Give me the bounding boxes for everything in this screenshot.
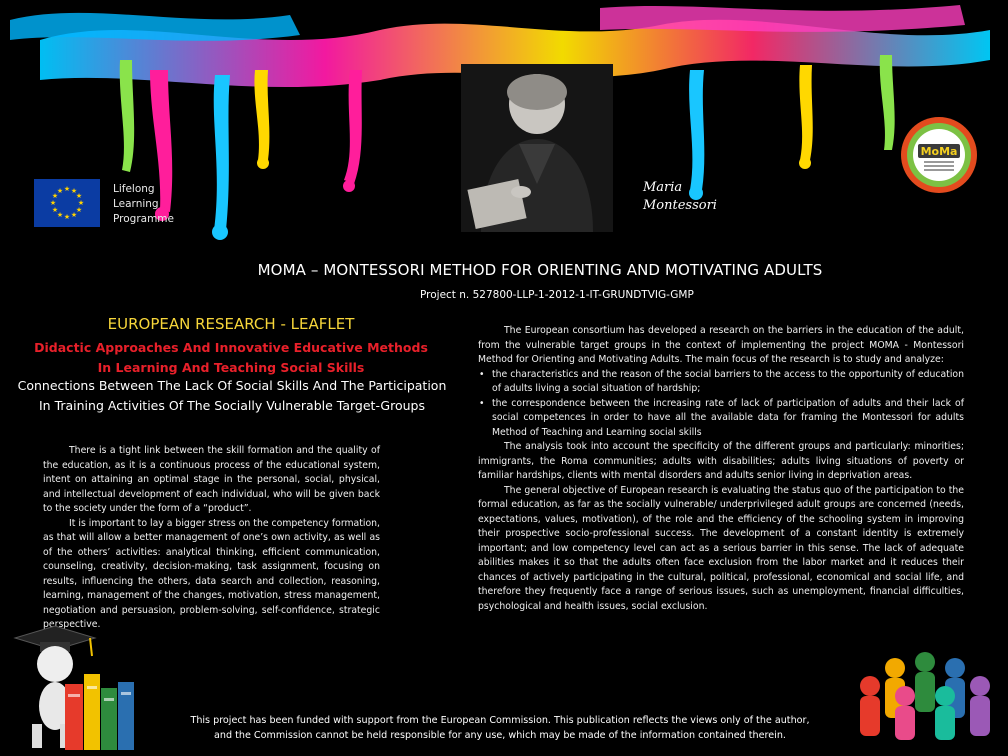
svg-text:★: ★: [75, 206, 83, 214]
list-item: • the characteristics and the reason of the social barriers to the access to the opportunity of education of adults living a social situation of hardship;: [492, 368, 964, 397]
footer-disclaimer: [180, 714, 820, 743]
people-circle-illustration: [850, 646, 1000, 742]
svg-text:★: ★: [56, 187, 64, 195]
list-item: • the correspondence between the increasing rate of lack of participation of adults and their lack of social competences in order to have all the available data for framing the Montessori for adults Method of Teaching and Learning social skills: [492, 397, 964, 441]
svg-text:MoMa: MoMa: [920, 145, 958, 158]
intro-paragraph: The European consortium has developed a research on the barriers in the education of the adult, from the vulnerable target groups in the context of implementing the project MOMA - Montessori Method for Orienting and Motivating Adults. The main focus of the research is to study and analyze:: [478, 325, 964, 365]
connections-subtitle: [6, 376, 458, 415]
portrait-caption-line: Montessori: [643, 198, 717, 213]
svg-text:★: ★: [49, 199, 57, 207]
research-focus-list: [478, 368, 964, 441]
svg-text:★: ★: [51, 206, 59, 214]
svg-text:★: ★: [70, 211, 78, 219]
portrait-photo: [461, 64, 613, 232]
connections-line: Connections Between The Lack Of Social Skills And The Participation: [17, 378, 447, 393]
didactic-line: In Learning And Teaching Social Skills: [97, 360, 365, 375]
connections-line: In Training Activities Of The Socially Vulnerable Target-Groups: [38, 397, 425, 413]
moma-logo: [900, 116, 978, 194]
eu-flag-icon: [34, 179, 100, 227]
graduate-books-illustration: [10, 624, 145, 752]
portrait-caption: [643, 179, 753, 215]
main-title-text: MOMA – MONTESSORI METHOD FOR ORIENTING AND MOTIVATING ADULTS: [257, 261, 823, 279]
left-body-text: [43, 444, 380, 633]
didactic-subtitle: [0, 338, 462, 378]
portrait-caption-line: Maria: [643, 180, 683, 195]
svg-text:★: ★: [56, 211, 64, 219]
right-body-text: [478, 324, 964, 614]
project-number: Project n. 527800-LLP-1-2012-1-IT-GRUNDTVIG-GMP: [420, 289, 694, 301]
didactic-line: Didactic Approaches And Innovative Educative Methods: [34, 340, 428, 355]
llp-line: Lifelong: [113, 183, 155, 195]
svg-text:★: ★: [63, 213, 71, 221]
main-title: [0, 261, 1008, 279]
llp-line: Learning: [113, 198, 159, 210]
svg-text:★: ★: [70, 187, 78, 195]
body-paragraph: It is important to lay a bigger stress on the competency formation, as that will allow a better management of one’s own activity, as well as of the others’ activities: analytical thinking, efficient communication, counseling, creativity, decision-making, task assignment, focusing on results, influencing the others, data search and collection, reasoning, learning, management of the changes, motivation, stress management, negotiation and persuasion, problem-solving, self-confidence, strategic perspective.: [43, 517, 380, 630]
svg-text:★: ★: [75, 192, 83, 200]
svg-text:★: ★: [63, 185, 71, 193]
leaflet-title: EUROPEAN RESEARCH - LEAFLET: [107, 315, 355, 333]
objective-paragraph: The general objective of European research is evaluating the status quo of the participation to the formal education, as far as the socially vulnerable/ underprivileged adult groups are concerned (needs, expectations, values, motivation), of the role and the efficiency of the schooling system in improving their prospective socio-professional success. The development of a constant identity is extremely important; and low competency level can act as a serious barrier in this sense. The lack of adequate abilities makes it so that the adults often face exclusion from the labor market and it reduces their chances of actively participating in the cultural, political, professional, economical and social life, and therefore they frequently face a range of serious issues, such as unemployment, financial difficulties, psychological and health issues, social exclusion.: [478, 484, 964, 612]
footer-line: and the Commission cannot be held responsible for any use, which may be made of the information contained therein.: [214, 729, 786, 741]
svg-text:★: ★: [51, 192, 59, 200]
footer-line: This project has been funded with support from the European Commission. This publication reflects the views only of the author,: [190, 715, 810, 726]
svg-text:★: ★: [77, 199, 85, 207]
body-paragraph: There is a tight link between the skill formation and the quality of the education, as it is a continuous process of the educational system, intent on attaining an optimal stage in the personal, social, physical, and intellectual development of each individual, who will be given back to the society under the form of a “product”.: [43, 445, 380, 514]
analysis-paragraph: The analysis took into account the specificity of the different groups and particularly: minorities; immigrants, the Roma communities; adults with disabilities; adults living situations of poverty or familiar hardships, clients with mental disorders and adults senior living in deprivation areas.: [478, 441, 964, 481]
lifelong-learning-programme-label: [113, 182, 193, 227]
llp-line: Programme: [113, 213, 174, 225]
